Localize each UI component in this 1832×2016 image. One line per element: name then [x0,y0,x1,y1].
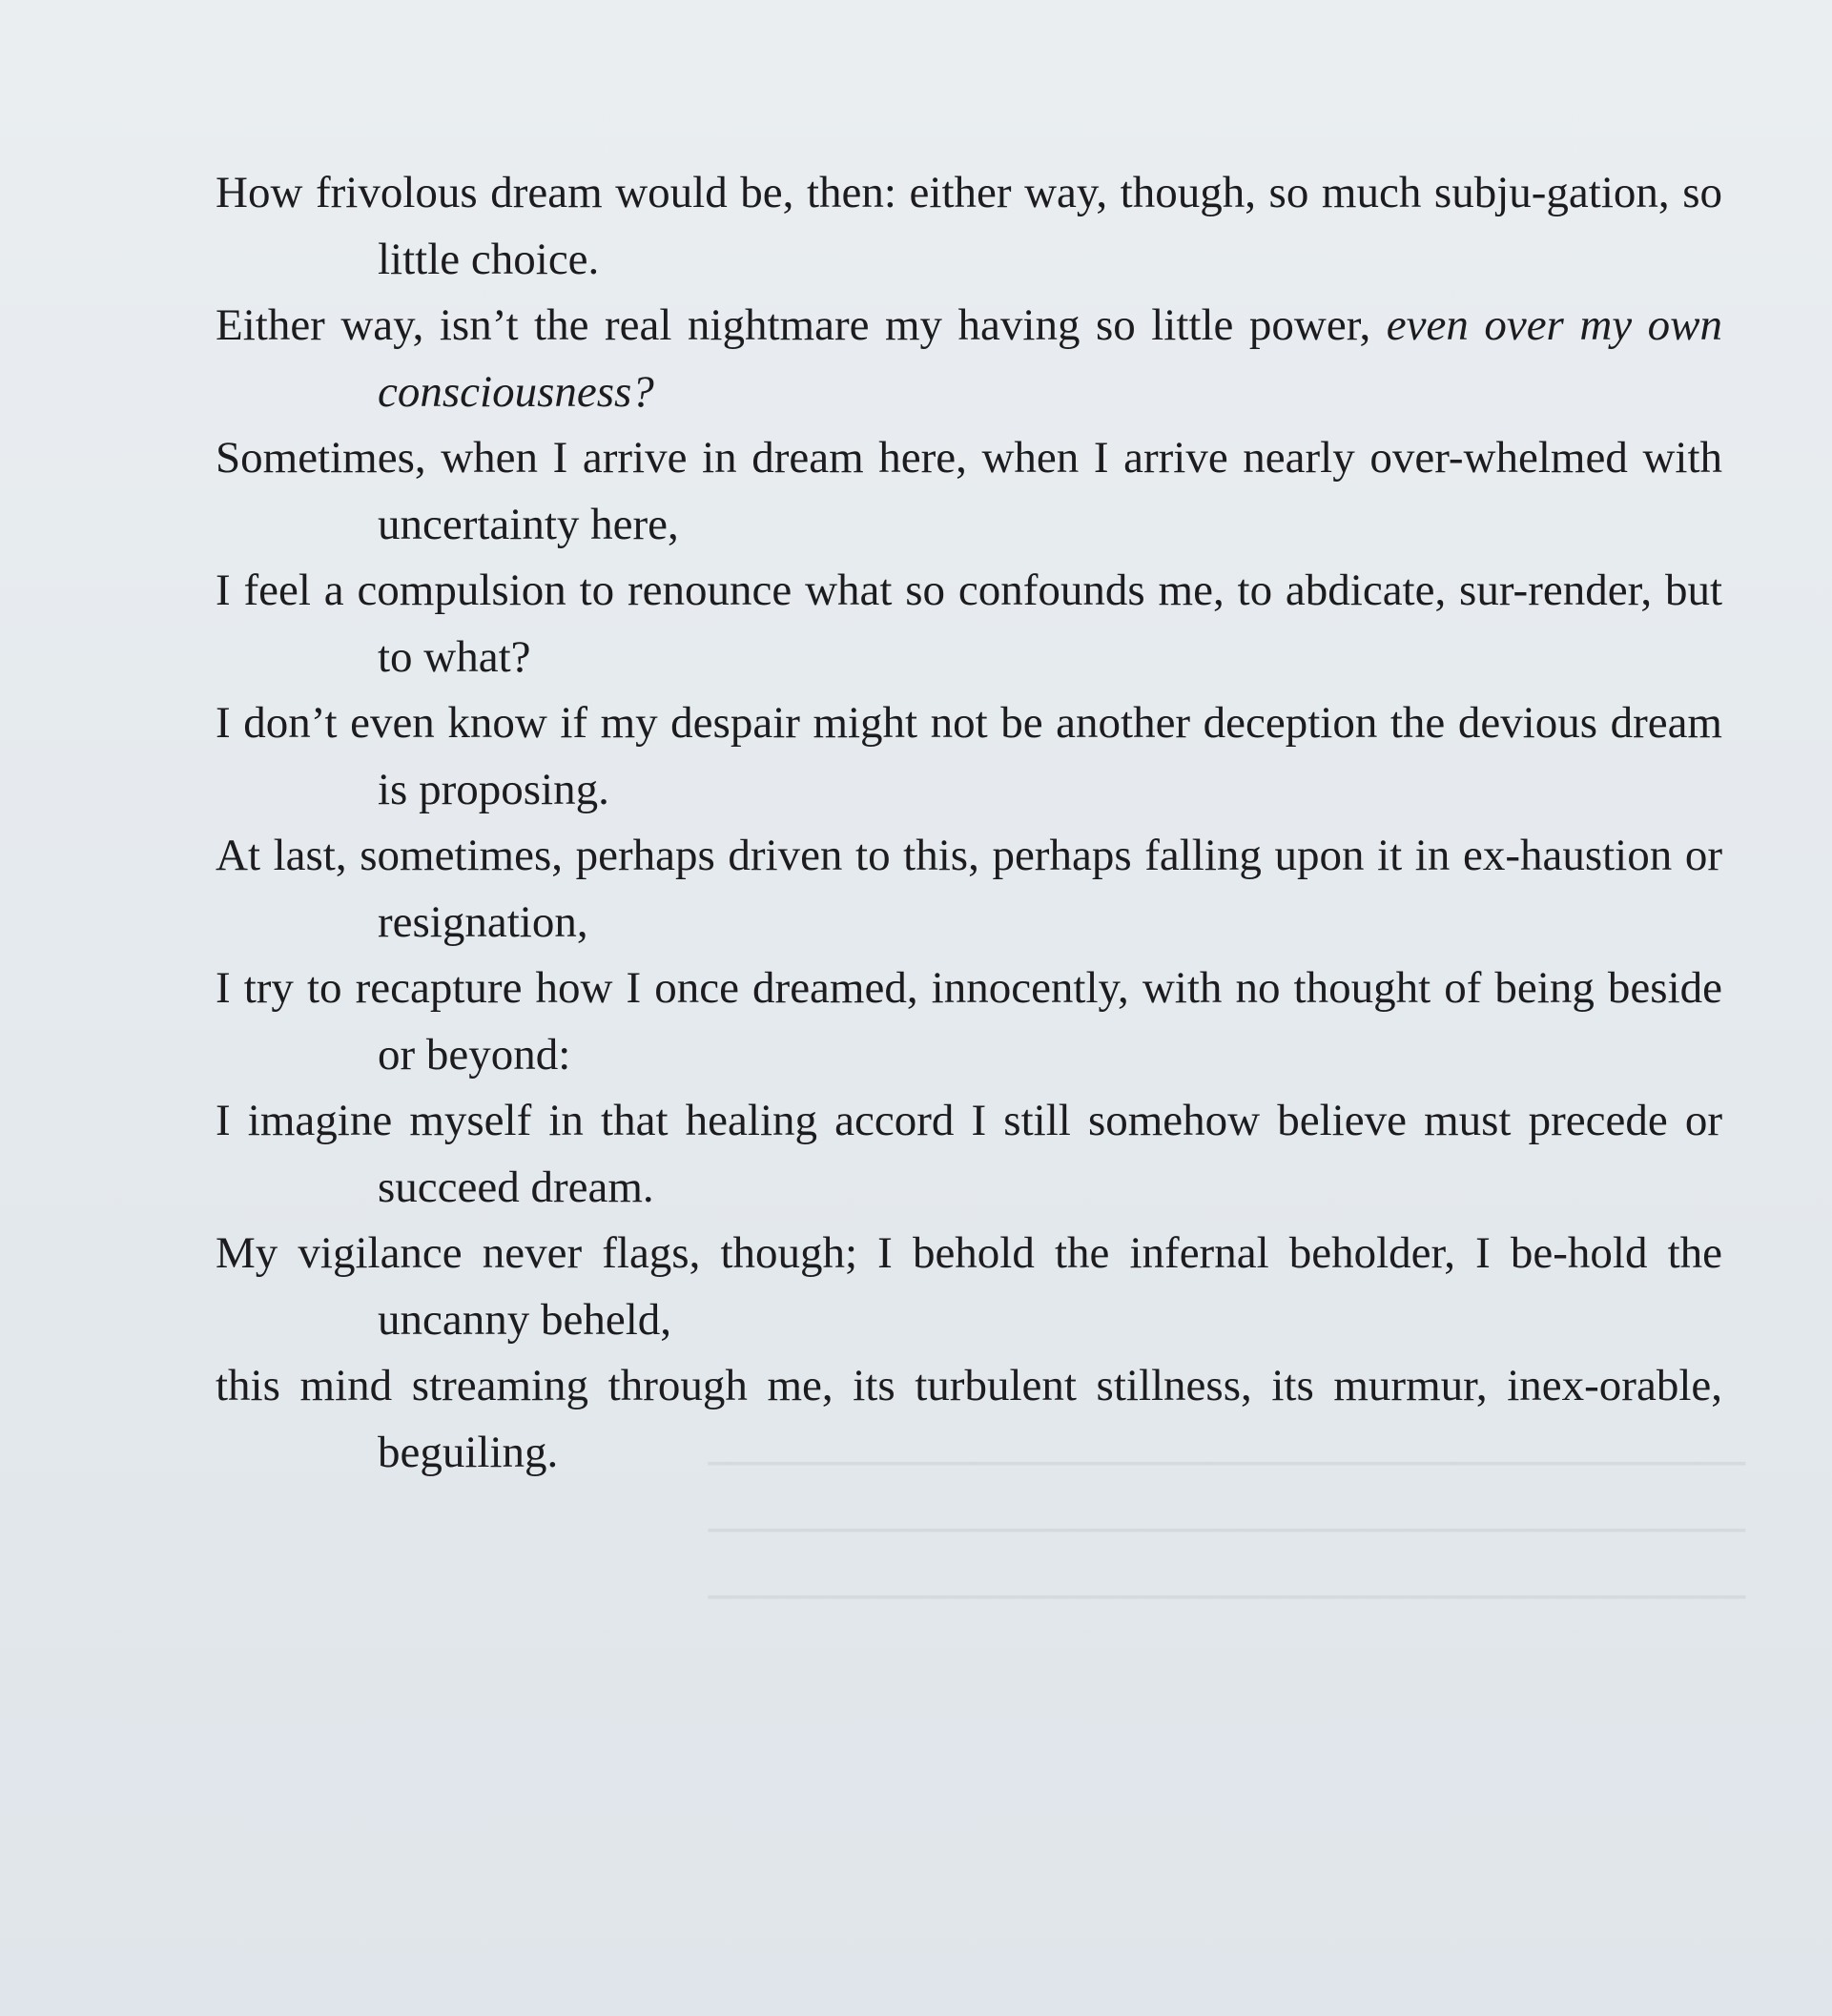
poem-line: My vigilance never flags, though; I behold the infernal beholder, I be-hold the uncanny beheld, [216,1228,1722,1345]
poem-text [216,160,1722,1486]
poem-line: How frivolous dream would be, then: either way, though, so much subju-gation, so little choice. [216,168,1722,284]
poem-line: At last, sometimes, perhaps driven to this, perhaps falling upon it in ex-haustion or resignation, [216,831,1722,947]
italic-phrase: even over my own consciousness? [378,300,1723,417]
poem-line: I don’t even know if my despair might not be another deception the devious dream is proposing. [216,698,1722,814]
poem-line: I try to recapture how I once dreamed, innocently, with no thought of being beside or beyond: [216,963,1722,1080]
poem-line: this mind streaming through me, its turbulent stillness, its murmur, inex-orable, beguiling. [216,1361,1722,1477]
poem-line: Sometimes, when I arrive in dream here, when I arrive nearly over-whelmed with uncertainty here, [216,433,1722,549]
reverse-page-bleed-through: ─────────────────────────────────────────── ─────────────────────────────────────────── ─────────────────────────────────────────── [708,1440,1745,1620]
poem-line: I feel a compulsion to renounce what so confounds me, to abdicate, sur-render, but to what? [216,566,1722,682]
poem-line: Either way, isn’t the real nightmare my having so little power, even over my own consciousness? [216,300,1723,417]
poem-line: I imagine myself in that healing accord I still somehow believe must precede or succeed dream. [216,1096,1722,1212]
